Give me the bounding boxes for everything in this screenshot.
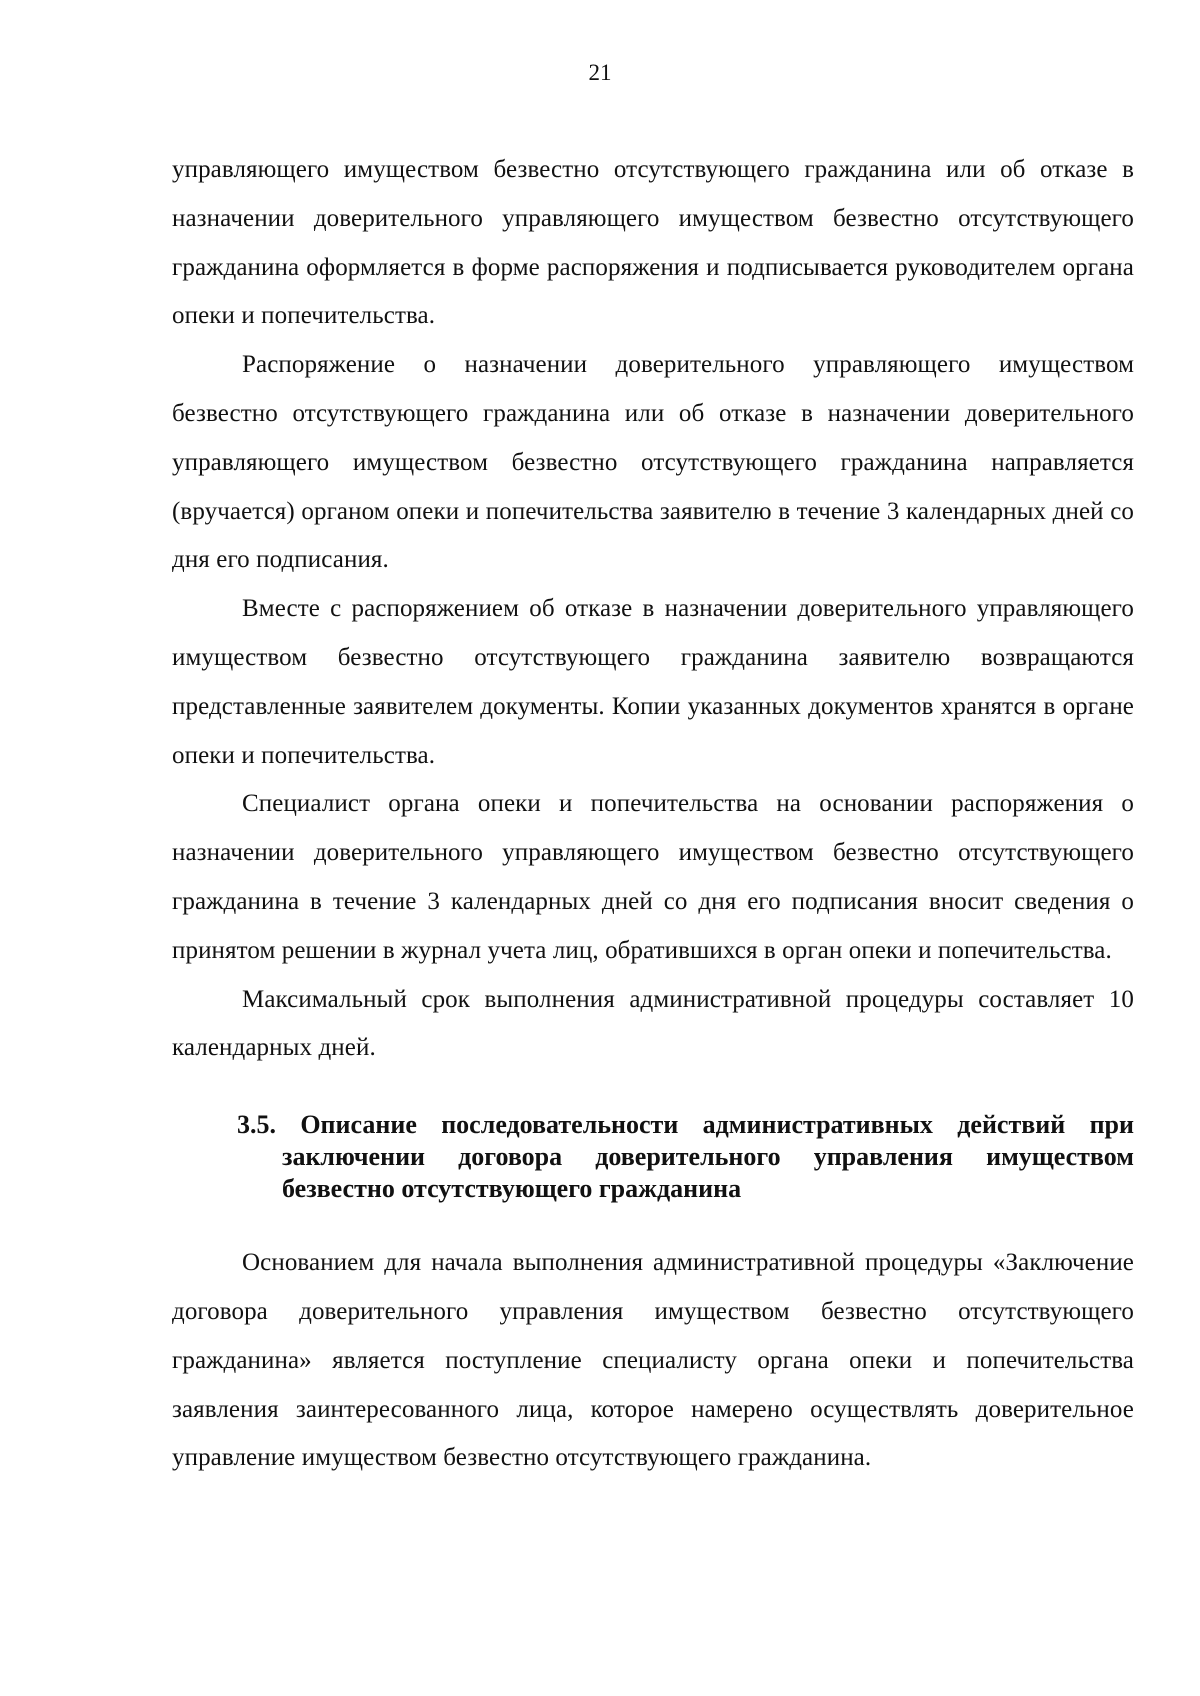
paragraph-procedure-basis: Основанием для начала выполнения административной процедуры «Заключение договора доверительного управления имуществом безвестно отсутствующего гражданина» является поступление специалисту органа опеки и попечительства заявления заинтересованного лица, которое намерено осуществлять доверительное управление имуществом безвестно отсутствующего гражданина. bbox=[172, 1249, 1134, 1472]
paragraph-journal-entry: Специалист органа опеки и попечительства на основании распоряжения о назначении доверительного управляющего имуществом безвестно отсутствующего гражданина в течение 3 календарных дней со дня его подписания вносит сведения о принятом решении в журнал учета лиц, обратившихся в орган опеки и попечительства. bbox=[172, 790, 1134, 964]
section-heading: 3.5. Описание последовательности административных действий при заключении договора доверительного управления имуществом безвестно отсутствующего гражданина bbox=[237, 1110, 1134, 1204]
paragraph-max-duration: Максимальный срок выполнения административной процедуры составляет 10 календарных дней. bbox=[172, 985, 1134, 1062]
page-number: 21 bbox=[588, 60, 612, 85]
paragraph-order-delivery: Распоряжение о назначении доверительного управляющего имуществом безвестно отсутствующего гражданина или об отказе в назначении доверительного управляющего имуществом безвестно отсутствующего гражданина направляется (вручается) органом опеки и попечительства заявителю в течение 3 календарных дней со дня его подписания. bbox=[172, 351, 1134, 574]
paragraph-documents-return: Вместе с распоряжением об отказе в назначении доверительного управляющего имуществом безвестно отсутствующего гражданина заявителю возвращаются представленные заявителем документы. Копии указанных документов хранятся в органе опеки и попечительства. bbox=[172, 595, 1134, 769]
document-body bbox=[172, 146, 1134, 1483]
paragraph-continuation: управляющего имуществом безвестно отсутствующего гражданина или об отказе в назначении доверительного управляющего имуществом безвестно отсутствующего гражданина оформляется в форме распоряжения и подписывается руководителем органа опеки и попечительства. bbox=[172, 156, 1134, 330]
